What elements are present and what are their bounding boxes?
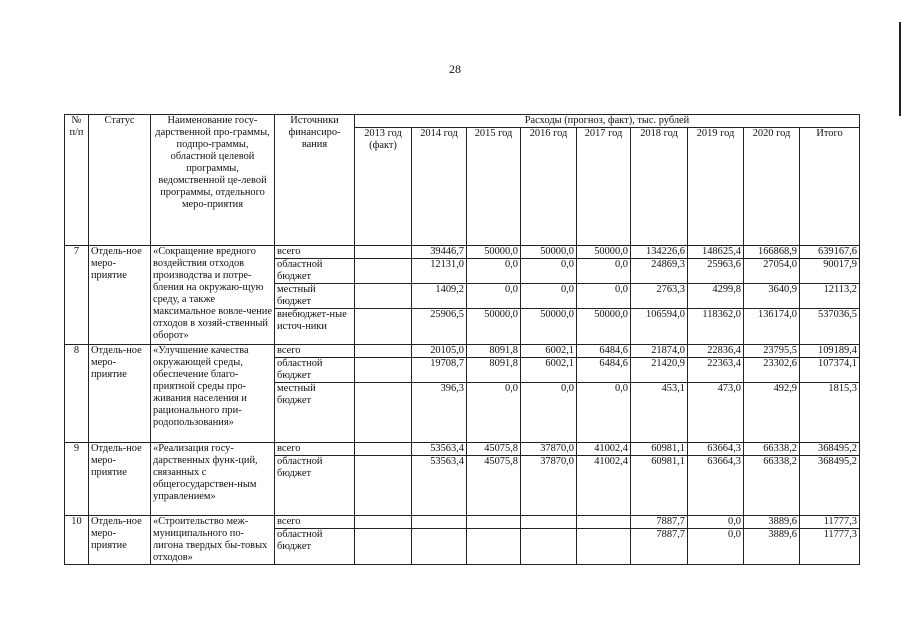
- header-year: 2013 год (факт): [355, 128, 412, 246]
- amount-cell: 0,0: [521, 284, 577, 309]
- amount-cell: [355, 246, 412, 259]
- amount-cell: 21874,0: [631, 345, 688, 358]
- amount-cell: [577, 529, 631, 565]
- row-status: Отдель-ное меро-приятие: [89, 345, 151, 443]
- table-row: [65, 516, 860, 529]
- amount-cell: [355, 309, 412, 345]
- amount-cell: 3889,6: [744, 516, 800, 529]
- amount-cell: 53563,4: [412, 456, 467, 516]
- amount-cell: [577, 516, 631, 529]
- amount-cell: 45075,8: [467, 443, 521, 456]
- amount-cell: 134226,6: [631, 246, 688, 259]
- amount-cell: 60981,1: [631, 456, 688, 516]
- amount-cell: 53563,4: [412, 443, 467, 456]
- amount-cell: [355, 443, 412, 456]
- header-name: Наименование госу-дарственной про-граммы, подпро-граммы, областной целевой программы, ведомственной це-левой программы, отдельного меро-приятия: [151, 115, 275, 246]
- amount-cell: 19708,7: [412, 358, 467, 383]
- amount-cell: [521, 529, 577, 565]
- total-cell: 11777,3: [800, 516, 860, 529]
- row-number: 7: [65, 246, 89, 345]
- header-year: 2015 год: [467, 128, 521, 246]
- table-row: [65, 443, 860, 456]
- table-row: [65, 246, 860, 259]
- row-number: 9: [65, 443, 89, 516]
- amount-cell: 0,0: [467, 383, 521, 443]
- amount-cell: [412, 516, 467, 529]
- total-cell: 11777,3: [800, 529, 860, 565]
- amount-cell: 24869,3: [631, 259, 688, 284]
- amount-cell: 0,0: [467, 284, 521, 309]
- funding-source: областной бюджет: [275, 259, 355, 284]
- amount-cell: 41002,4: [577, 456, 631, 516]
- amount-cell: 66338,2: [744, 443, 800, 456]
- total-cell: 537036,5: [800, 309, 860, 345]
- row-status: Отдель-ное меро-приятие: [89, 246, 151, 345]
- amount-cell: 12131,0: [412, 259, 467, 284]
- amount-cell: 50000,0: [467, 246, 521, 259]
- amount-cell: 41002,4: [577, 443, 631, 456]
- amount-cell: 39446,7: [412, 246, 467, 259]
- total-cell: 368495,2: [800, 456, 860, 516]
- amount-cell: [355, 516, 412, 529]
- funding-source: всего: [275, 345, 355, 358]
- amount-cell: 37870,0: [521, 443, 577, 456]
- amount-cell: [355, 358, 412, 383]
- header-year: 2019 год: [688, 128, 744, 246]
- amount-cell: [355, 383, 412, 443]
- funding-source: всего: [275, 246, 355, 259]
- amount-cell: [355, 529, 412, 565]
- amount-cell: 6484,6: [577, 358, 631, 383]
- funding-source: областной бюджет: [275, 456, 355, 516]
- funding-source: всего: [275, 516, 355, 529]
- amount-cell: 7887,7: [631, 529, 688, 565]
- row-measure-name: «Сокращение вредного воздействия отходов производства и потре-бления на окружаю-щую среду, а также максимальное вовле-чение отходов в хозяй-ственный оборот»: [151, 246, 275, 345]
- amount-cell: 6484,6: [577, 345, 631, 358]
- amount-cell: 6002,1: [521, 358, 577, 383]
- funding-source: местный бюджет: [275, 383, 355, 443]
- amount-cell: 23302,6: [744, 358, 800, 383]
- amount-cell: 148625,4: [688, 246, 744, 259]
- row-measure-name: «Строительство меж-муниципального по-лигона твердых бы-товых отходов»: [151, 516, 275, 565]
- amount-cell: 453,1: [631, 383, 688, 443]
- total-cell: 109189,4: [800, 345, 860, 358]
- row-status: Отдель-ное меро-приятие: [89, 443, 151, 516]
- amount-cell: 2763,3: [631, 284, 688, 309]
- header-year: 2018 год: [631, 128, 688, 246]
- table-body: [65, 246, 860, 565]
- amount-cell: 0,0: [521, 259, 577, 284]
- amount-cell: 0,0: [521, 383, 577, 443]
- amount-cell: [467, 529, 521, 565]
- amount-cell: 0,0: [688, 516, 744, 529]
- amount-cell: 0,0: [688, 529, 744, 565]
- header-year: 2020 год: [744, 128, 800, 246]
- amount-cell: 0,0: [577, 383, 631, 443]
- row-number: 10: [65, 516, 89, 565]
- total-cell: 1815,3: [800, 383, 860, 443]
- amount-cell: 118362,0: [688, 309, 744, 345]
- total-cell: 368495,2: [800, 443, 860, 456]
- row-number: 8: [65, 345, 89, 443]
- amount-cell: 106594,0: [631, 309, 688, 345]
- amount-cell: 66338,2: [744, 456, 800, 516]
- total-cell: 12113,2: [800, 284, 860, 309]
- amount-cell: 23795,5: [744, 345, 800, 358]
- amount-cell: 63664,3: [688, 443, 744, 456]
- amount-cell: 6002,1: [521, 345, 577, 358]
- amount-cell: 21420,9: [631, 358, 688, 383]
- row-status: Отдель-ное меро-приятие: [89, 516, 151, 565]
- amount-cell: [467, 516, 521, 529]
- amount-cell: 50000,0: [467, 309, 521, 345]
- amount-cell: 3640,9: [744, 284, 800, 309]
- amount-cell: 492,9: [744, 383, 800, 443]
- funding-source: всего: [275, 443, 355, 456]
- header-year: 2014 год: [412, 128, 467, 246]
- amount-cell: 473,0: [688, 383, 744, 443]
- total-cell: 90017,9: [800, 259, 860, 284]
- amount-cell: [355, 456, 412, 516]
- total-cell: 639167,6: [800, 246, 860, 259]
- amount-cell: 22836,4: [688, 345, 744, 358]
- amount-cell: 50000,0: [577, 246, 631, 259]
- amount-cell: 25963,6: [688, 259, 744, 284]
- amount-cell: [355, 259, 412, 284]
- header-year: 2017 год: [577, 128, 631, 246]
- row-measure-name: «Реализация госу-дарственных функ-ций, связанных с общегосударствен-ным управлением»: [151, 443, 275, 516]
- amount-cell: 50000,0: [521, 309, 577, 345]
- amount-cell: 20105,0: [412, 345, 467, 358]
- header-total: Итого: [800, 128, 860, 246]
- amount-cell: 25906,5: [412, 309, 467, 345]
- table-row: [65, 345, 860, 358]
- amount-cell: 7887,7: [631, 516, 688, 529]
- amount-cell: 60981,1: [631, 443, 688, 456]
- amount-cell: 1409,2: [412, 284, 467, 309]
- amount-cell: 4299,8: [688, 284, 744, 309]
- amount-cell: 166868,9: [744, 246, 800, 259]
- budget-table: [64, 114, 860, 565]
- amount-cell: 45075,8: [467, 456, 521, 516]
- amount-cell: 50000,0: [577, 309, 631, 345]
- amount-cell: 136174,0: [744, 309, 800, 345]
- page-number: 28: [449, 62, 461, 76]
- amount-cell: 8091,8: [467, 345, 521, 358]
- amount-cell: 0,0: [467, 259, 521, 284]
- header-source: Источники финансиро-вания: [275, 115, 355, 246]
- amount-cell: [412, 529, 467, 565]
- header-num: № п/п: [65, 115, 89, 246]
- scan-edge-line: [899, 22, 901, 116]
- amount-cell: [355, 345, 412, 358]
- total-cell: 107374,1: [800, 358, 860, 383]
- amount-cell: 37870,0: [521, 456, 577, 516]
- amount-cell: 22363,4: [688, 358, 744, 383]
- amount-cell: 27054,0: [744, 259, 800, 284]
- header-status: Статус: [89, 115, 151, 246]
- funding-source: местный бюджет: [275, 284, 355, 309]
- funding-source: внебюджет-ные источ-ники: [275, 309, 355, 345]
- funding-source: областной бюджет: [275, 529, 355, 565]
- amount-cell: [521, 516, 577, 529]
- amount-cell: [355, 284, 412, 309]
- row-measure-name: «Улучшение качества окружающей среды, обеспечение благо-приятной среды про-живания населения и рационального при-родопользования»: [151, 345, 275, 443]
- amount-cell: 396,3: [412, 383, 467, 443]
- amount-cell: 8091,8: [467, 358, 521, 383]
- header-year: 2016 год: [521, 128, 577, 246]
- amount-cell: 0,0: [577, 259, 631, 284]
- amount-cell: 50000,0: [521, 246, 577, 259]
- amount-cell: 3889,6: [744, 529, 800, 565]
- header-expenses: Расходы (прогноз, факт), тыс. рублей: [355, 115, 860, 128]
- amount-cell: 0,0: [577, 284, 631, 309]
- amount-cell: 63664,3: [688, 456, 744, 516]
- funding-source: областной бюджет: [275, 358, 355, 383]
